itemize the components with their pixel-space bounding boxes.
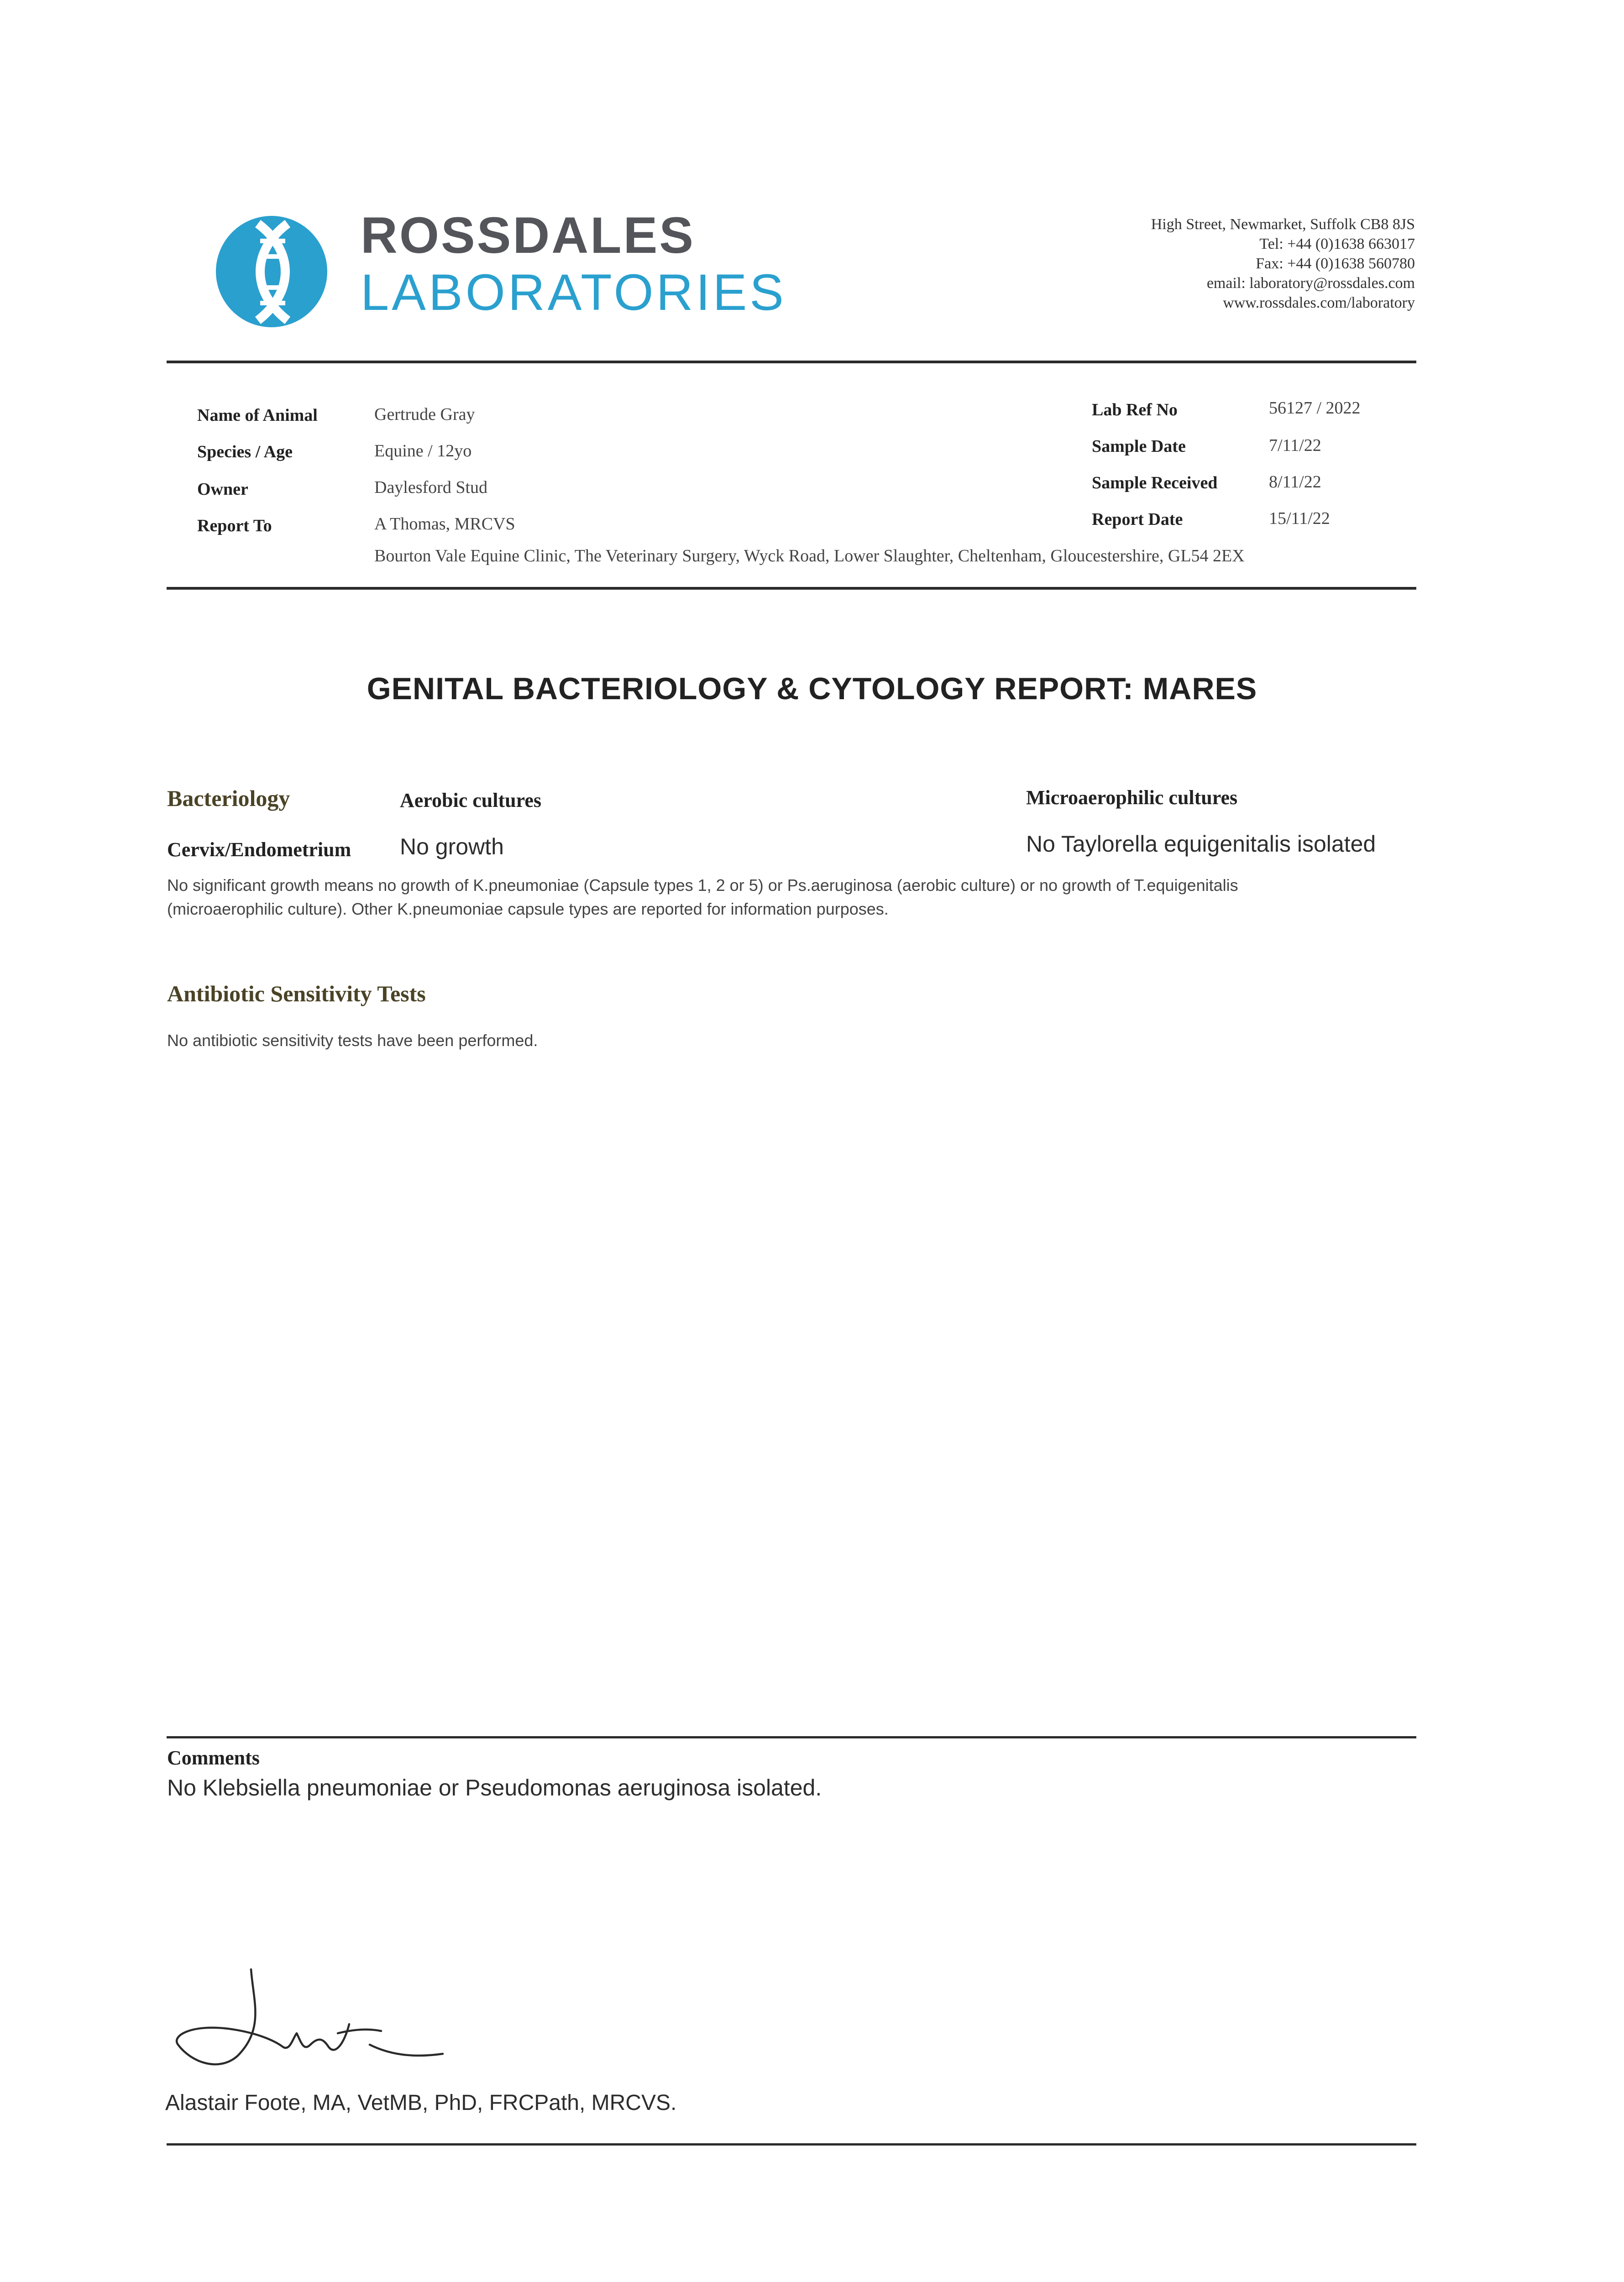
antibiotic-text: No antibiotic sensitivity tests have been performed.	[167, 1031, 538, 1050]
aerobic-cultures-heading: Aerobic cultures	[400, 789, 541, 811]
contact-fax: Fax: +44 (0)1638 560780	[1256, 255, 1415, 272]
antibiotic-heading: Antibiotic Sensitivity Tests	[167, 981, 426, 1006]
report-title: GENITAL BACTERIOLOGY & CYTOLOGY REPORT: MARES	[367, 671, 1257, 706]
lab-ref-value: 56127 / 2022	[1269, 398, 1361, 418]
bacteriology-note-line-2: (microaerophilic culture). Other K.pneumoniae capsule types are reported for information purposes.	[167, 900, 889, 918]
signature	[173, 1960, 493, 2079]
sample-date-value: 7/11/22	[1269, 436, 1321, 455]
owner-value: Daylesford Stud	[374, 478, 488, 497]
footer-divider	[167, 2143, 1416, 2146]
sample-received-label: Sample Received	[1092, 473, 1218, 492]
report-to-value: A Thomas, MRCVS	[374, 514, 515, 534]
species-age-value: Equine / 12yo	[374, 441, 472, 461]
microaerophilic-result: No Taylorella equigenitalis isolated	[1026, 831, 1376, 857]
species-age-label: Species / Age	[197, 442, 293, 461]
report-to-label: Report To	[197, 516, 272, 535]
header-divider	[167, 361, 1416, 363]
contact-block	[1151, 215, 1415, 313]
brand-name: ROSSDALES	[361, 207, 695, 264]
clinic-address: Bourton Vale Equine Clinic, The Veterinary Surgery, Wyck Road, Lower Slaughter, Cheltenham, Gloucestershire, GL54 2EX	[374, 546, 1245, 565]
name-of-animal-label: Name of Animal	[197, 406, 318, 425]
report-date-value: 15/11/22	[1269, 509, 1330, 528]
dna-helix-icon	[215, 215, 333, 329]
bacteriology-note	[167, 874, 1238, 921]
contact-email[interactable]: email: laboratory@rossdales.com	[1206, 275, 1415, 292]
bacteriology-heading: Bacteriology	[167, 785, 290, 811]
brand-subname: LABORATORIES	[361, 264, 786, 321]
name-of-animal-value: Gertrude Gray	[374, 405, 475, 424]
comments-heading: Comments	[167, 1747, 260, 1769]
report-date-label: Report Date	[1092, 510, 1183, 529]
info-divider	[167, 587, 1416, 590]
cervix-endometrium-label: Cervix/Endometrium	[167, 838, 351, 861]
contact-address: High Street, Newmarket, Suffolk CB8 8JS	[1151, 216, 1415, 233]
comments-divider	[167, 1736, 1416, 1738]
microaerophilic-cultures-heading: Microaerophilic cultures	[1026, 786, 1238, 809]
lab-ref-label: Lab Ref No	[1092, 400, 1178, 419]
contact-tel: Tel: +44 (0)1638 663017	[1259, 236, 1415, 252]
contact-website[interactable]: www.rossdales.com/laboratory	[1223, 294, 1415, 311]
owner-label: Owner	[197, 480, 248, 499]
sample-received-value: 8/11/22	[1269, 472, 1321, 492]
aerobic-result: No growth	[400, 834, 504, 859]
sample-date-label: Sample Date	[1092, 437, 1186, 456]
bacteriology-note-line-1: No significant growth means no growth of K.pneumoniae (Capsule types 1, 2 or 5) or Ps.aeruginosa (aerobic culture) or no growth of T.equigenitalis	[167, 876, 1238, 895]
signatory-name: Alastair Foote, MA, VetMB, PhD, FRCPath, MRCVS.	[165, 2091, 677, 2115]
comments-text: No Klebsiella pneumoniae or Pseudomonas aeruginosa isolated.	[167, 1775, 822, 1800]
